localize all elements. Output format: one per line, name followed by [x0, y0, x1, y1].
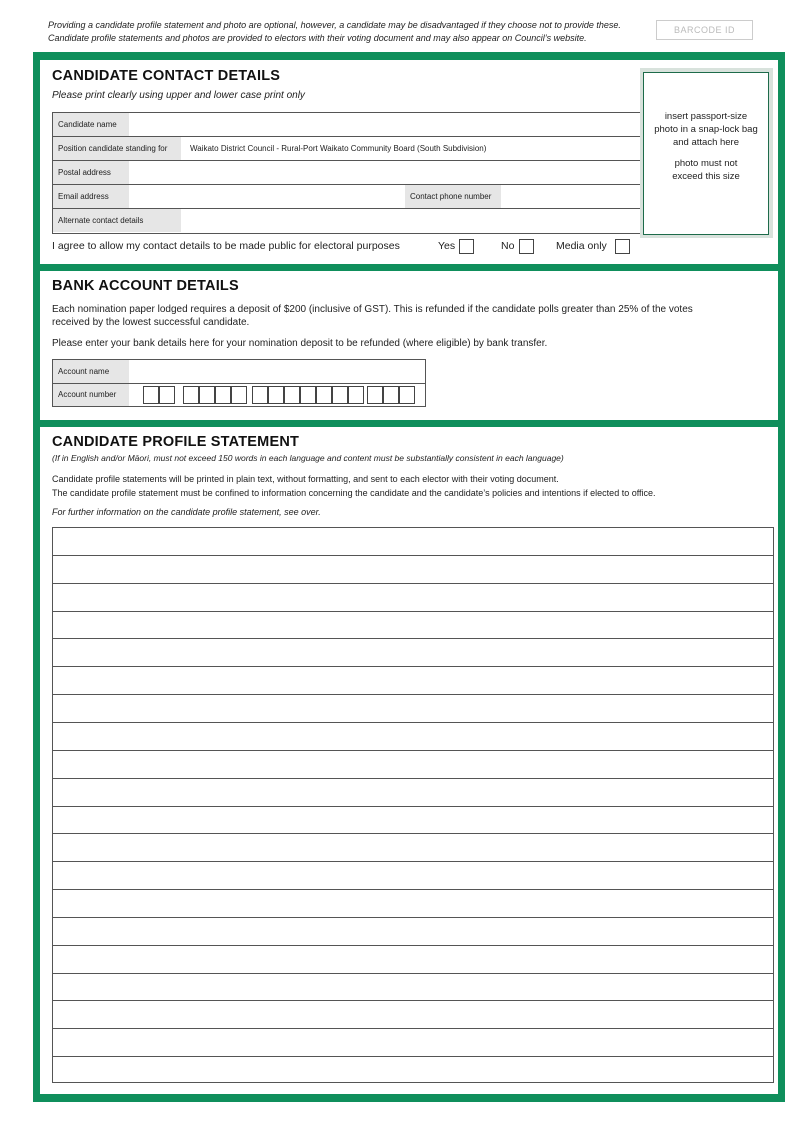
media-only-label: Media only — [556, 240, 607, 252]
bank-deposit-line1: Each nomination paper lodged requires a deposit of $200 (inclusive of GST). This is refunded if the candidate polls greater than 25% of the votes — [52, 304, 693, 315]
writing-line — [53, 861, 773, 862]
profile-instructions — [52, 472, 772, 500]
account-digit[interactable] — [316, 386, 332, 404]
photo-area — [640, 68, 773, 238]
contact-title: CANDIDATE CONTACT DETAILS — [52, 68, 281, 84]
account-digit[interactable] — [252, 386, 268, 404]
agree-text: I agree to allow my contact details to be made public for electoral purposes — [52, 240, 400, 252]
yes-label: Yes — [438, 240, 456, 252]
profile-further-info: For further information on the candidate profile statement, see over. — [52, 507, 321, 517]
account-digit[interactable] — [367, 386, 383, 404]
alternate-contact-label: Alternate contact details — [53, 209, 181, 232]
photo-text-2: photo in a snap-lock bag — [654, 124, 758, 135]
writing-line — [53, 555, 773, 556]
email-address-label: Email address — [53, 185, 129, 208]
writing-line — [53, 1028, 773, 1029]
position-label: Position candidate standing for — [53, 137, 181, 160]
writing-line — [53, 638, 773, 639]
account-digit[interactable] — [268, 386, 284, 404]
contact-phone-label: Contact phone number — [405, 185, 501, 208]
account-number-label: Account number — [53, 384, 129, 406]
profile-subtitle: (If in English and/or Māori, must not exceed 150 words in each language and content must be substantially consistent in each language) — [52, 453, 564, 463]
no-label: No — [501, 240, 515, 252]
profile-instruction-1: Candidate profile statements will be printed in plain text, without formatting, and sent to each elector with their voting document. — [52, 474, 559, 484]
account-digit[interactable] — [183, 386, 199, 404]
profile-instruction-2: The candidate profile statement must be confined to information concerning the candidate and the candidate’s policies and intentions if elected to office. — [52, 488, 656, 498]
contact-table — [52, 112, 640, 234]
yes-checkbox[interactable] — [459, 239, 474, 254]
no-checkbox[interactable] — [519, 239, 534, 254]
account-digit[interactable] — [199, 386, 215, 404]
account-digit[interactable] — [399, 386, 415, 404]
bank-refund-text: Please enter your bank details here for your nomination deposit to be refunded (where eligible) by bank transfer. — [52, 338, 548, 349]
writing-line — [53, 806, 773, 807]
account-digit[interactable] — [383, 386, 399, 404]
photo-text-5: exceed this size — [672, 171, 740, 182]
photo-text-3: and attach here — [672, 137, 740, 148]
photo-placeholder — [643, 72, 769, 235]
writing-line — [53, 694, 773, 695]
bank-deposit-line2: received by the lowest successful candidate. — [52, 317, 250, 328]
photo-text-1: insert passport-size — [664, 111, 748, 122]
row-email[interactable] — [53, 185, 640, 209]
account-name-row[interactable] — [53, 360, 425, 384]
header-note-line2: Candidate profile statements and photos are provided to electors with their voting document and may also appear on Council’s website. — [48, 33, 587, 43]
account-number-row — [53, 384, 425, 406]
account-digit[interactable] — [284, 386, 300, 404]
row-postal-address[interactable] — [53, 161, 640, 185]
contact-subtitle: Please print clearly using upper and lower case print only — [52, 90, 305, 101]
account-digit[interactable] — [348, 386, 364, 404]
writing-line — [53, 722, 773, 723]
account-digit[interactable] — [332, 386, 348, 404]
row-candidate-name[interactable] — [53, 113, 640, 137]
bank-title: BANK ACCOUNT DETAILS — [52, 278, 239, 294]
writing-line — [53, 945, 773, 946]
account-digit[interactable] — [159, 386, 175, 404]
account-digit[interactable] — [231, 386, 247, 404]
writing-line — [53, 833, 773, 834]
writing-line — [53, 611, 773, 612]
profile-statement-area[interactable] — [52, 527, 774, 1083]
account-digit[interactable] — [300, 386, 316, 404]
photo-text-4: photo must not — [674, 158, 738, 169]
writing-line — [53, 583, 773, 584]
header-note — [48, 19, 648, 45]
media-only-checkbox[interactable] — [615, 239, 630, 254]
writing-line — [53, 973, 773, 974]
writing-line — [53, 778, 773, 779]
row-position[interactable] — [53, 137, 640, 161]
profile-title: CANDIDATE PROFILE STATEMENT — [52, 434, 300, 450]
postal-address-label: Postal address — [53, 161, 129, 184]
account-digit[interactable] — [215, 386, 231, 404]
bank-table — [52, 359, 426, 407]
writing-line — [53, 750, 773, 751]
writing-line — [53, 1056, 773, 1057]
writing-line — [53, 1000, 773, 1001]
barcode-box: BARCODE ID — [656, 20, 753, 40]
account-digit[interactable] — [143, 386, 159, 404]
writing-line — [53, 666, 773, 667]
header-note-line1: Providing a candidate profile statement and photo are optional, however, a candidate may be disadvantaged if they choose not to provide these. — [48, 20, 621, 30]
bank-deposit-text — [52, 303, 767, 329]
account-name-label: Account name — [53, 360, 129, 383]
position-value: Waikato District Council - Rural-Port Waikato Community Board (South Subdivision) — [190, 144, 487, 153]
candidate-name-label: Candidate name — [53, 113, 129, 136]
row-alternate-contact[interactable] — [53, 209, 640, 233]
writing-line — [53, 917, 773, 918]
writing-line — [53, 889, 773, 890]
